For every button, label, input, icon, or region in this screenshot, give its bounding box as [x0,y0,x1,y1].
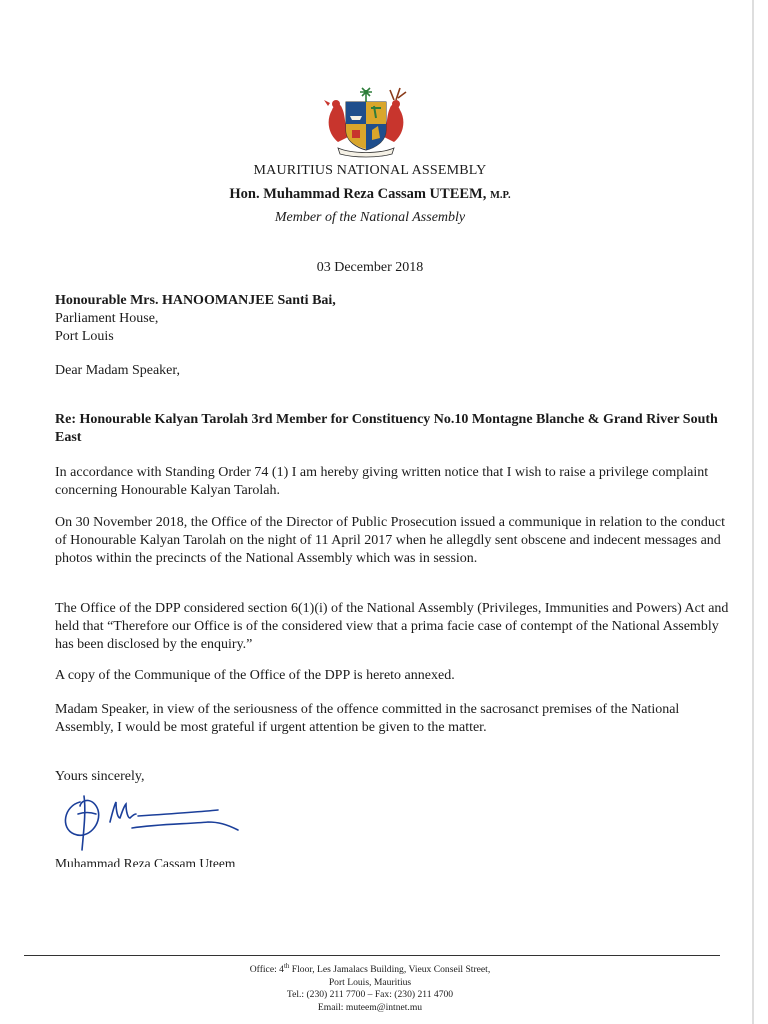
member-name-text: Hon. Muhammad Reza Cassam UTEEM, [229,186,487,202]
closing: Yours sincerely, [55,769,145,784]
member-role: Member of the National Assembly [274,210,466,225]
footer-address [0,960,740,1015]
body-paragraph-3: The Office of the DPP considered section 6(1)(i) of the National Assembly (Privileges, Immunities and Powers) Act and held that “Therefore our Office is of the considered view that a prima facie case of contempt of the National Assembly has been disclosed by the enquiry.” [55,601,729,652]
letter-date: 03 December 2018 [316,260,424,275]
body-paragraph-5: Madam Speaker, in view of the seriousness of the offence committed in the sacrosanct premises of the National Assembly, I would be most grateful if urgent attention be given to the matter. [55,702,680,735]
body-paragraph-2: On 30 November 2018, the Office of the Director of Public Prosecution issued a communique in relation to the conduct of Honourable Kalyan Tarolah on the night of 11 April 2017 when he allegdly sent obscene and indecent messages and photos within the precincts of the National Assembly which was in session. [55,515,726,566]
footer-office-rest: Floor, Les Jamalacs Building, Vieux Conseil Street, [289,964,491,976]
member-name [0,186,740,203]
assembly-name: MAURITIUS NATIONAL ASSEMBLY [253,163,487,178]
footer-email: Email: muteem@intnet.mu [317,1001,423,1013]
salutation: Dear Madam Speaker, [55,363,180,378]
coat-of-arms-icon [316,82,416,158]
recipient-name: Honourable Mrs. HANOOMANJEE Santi Bai, [55,293,336,308]
signature-icon [58,784,248,852]
footer-office-line [0,960,740,977]
footer-office-prefix: Office: 4 [249,964,284,976]
footer-phone: Tel.: (230) 211 7700 – Fax: (230) 211 4700 [286,989,454,1001]
footer-office-sup: th [283,962,290,970]
page-edge [752,0,754,1024]
subject-line: Re: Honourable Kalyan Tarolah 3rd Member for Constituency No.10 Montagne Blanche & Grand River South East [55,412,718,445]
footer-city: Port Louis, Mauritius [328,976,412,988]
body-paragraph-1: In accordance with Standing Order 74 (1) I am hereby giving written notice that I wish to raise a privilege complaint concerning Honourable Kalyan Tarolah. [55,465,709,498]
recipient-address [55,292,735,346]
recipient-line-2: Port Louis [55,329,114,344]
recipient-line-1: Parliament House, [55,311,159,326]
footer-divider [24,955,720,956]
signatory-name: Muhammad Reza Cassam Uteem [55,856,236,867]
body-paragraph-4: A copy of the Communique of the Office of the DPP is hereto annexed. [55,668,455,683]
member-postnominal: M.P. [489,190,511,201]
